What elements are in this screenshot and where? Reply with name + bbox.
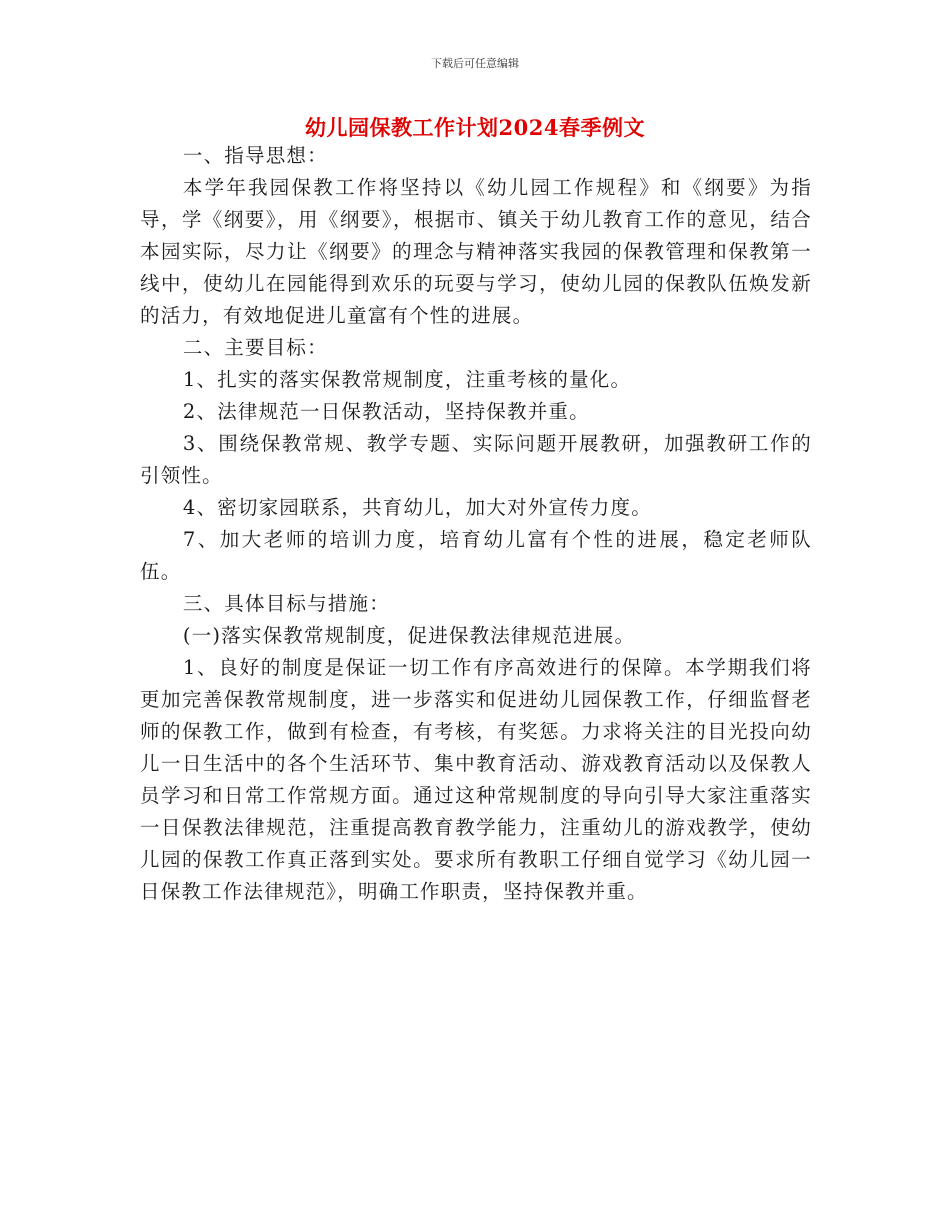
header-note: 下载后可任意编辑 <box>431 57 519 70</box>
document-title: 幼儿园保教工作计划2024春季例文 <box>305 115 645 140</box>
section-heading-main-goals: 二、主要目标： <box>182 336 328 359</box>
goal-item-7: 7、加大老师的培训力度，培育幼儿富有个性的进展，稳定老师队伍。 <box>140 528 812 583</box>
paragraph-guiding-thought: 本学年我园保教工作将坚持以《幼儿园工作规程》和《纲要》为指导，学《纲要》，用《纲要》，根据市、镇关于幼儿教育工作的意见，结合本园实际，尽力让《纲要》的理念与精神落实我园的保教管理和保教第一线中，使幼儿在园能得到欢乐的玩耍与学习，使幼儿园的保教队伍焕发新的活力，有效地促进儿童富有个性的进展。 <box>140 176 812 327</box>
paragraph-measure-1: 1、良好的制度是保证一切工作有序高效进行的保障。本学期我们将更加完善保教常规制度，进一步落实和促进幼儿园保教工作，仔细监督老师的保教工作，做到有检查，有考核，有奖惩。力求将关注的目光投向幼儿一日生活中的各个生活环节、集中教育活动、游戏教育活动以及保教人员学习和日常工作常规方面。通过这种常规制度的导向引导大家注重落实一日保教法律规范，注重提高教育教学能力，注重幼儿的游戏教学，使幼儿园的保教工作真正落到实处。要求所有教职工仔细自觉学习《幼儿园一日保教工作法律规范》，明确工作职责，坚持保教并重。 <box>140 656 812 903</box>
document-body <box>140 140 812 908</box>
goal-item-3: 3、围绕保教常规、教学专题、实际问题开展教研，加强教研工作的引领性。 <box>140 432 812 487</box>
goal-item-4: 4、密切家园联系，共育幼儿，加大对外宣传力度。 <box>182 496 652 519</box>
goal-item-2: 2、法律规范一日保教活动，坚持保教并重。 <box>182 400 590 423</box>
section-heading-specific-measures: 三、具体目标与措施： <box>182 592 390 615</box>
goal-item-1: 1、扎实的落实保教常规制度，注重考核的量化。 <box>182 368 632 391</box>
section-heading-guiding-thought: 一、指导思想： <box>182 144 328 167</box>
subsection-heading-1: (一)落实保教常规制度，促进保教法律规范进展。 <box>182 624 636 647</box>
